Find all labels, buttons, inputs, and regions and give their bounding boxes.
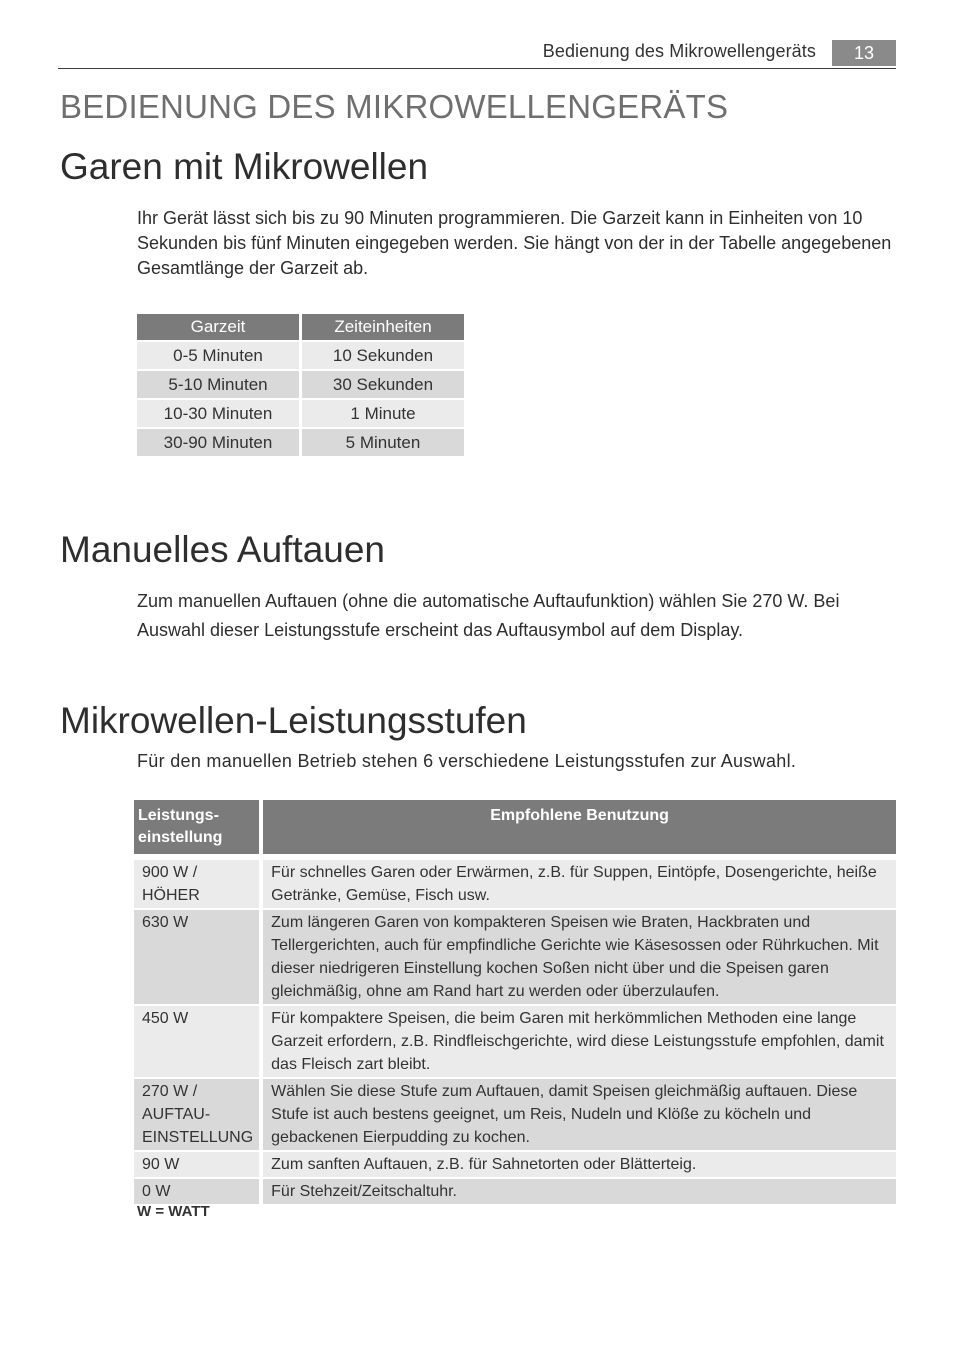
table-header: Garzeit (137, 314, 299, 340)
table-row (134, 910, 896, 1004)
section-title-garen: Garen mit Mikrowellen (60, 146, 429, 187)
section-title-auftauen: Manuelles Auftauen (60, 529, 386, 570)
usage-text: Zum längeren Garen von kompakteren Speisen wie Braten, Hackbraten und Tellergerichten, auch für empfindliche Gerichte wie Käsesossen oder Rührkuchen. Mit dieser niedrigeren Einstellung kochen Soßen nicht über und die Speisen garen gleichmäßig, ohne am Rand hart zu werden oder überzulaufen. (263, 910, 896, 1004)
table-row (134, 1179, 896, 1204)
usage-text: Wählen Sie diese Stufe zum Auftauen, damit Speisen gleichmäßig auftauen. Diese Stufe ist auch bestens geeignet, um Reis, Nudeln und Klöße zu köcheln und gebackenen Eierpudding zu kochen. (263, 1079, 896, 1150)
leistung-paragraph: Für den manuellen Betrieb stehen 6 verschiedene Leistungsstufen zur Auswahl. (137, 751, 797, 771)
power-level: 0 W (134, 1179, 263, 1204)
usage-text: Für kompaktere Speisen, die beim Garen mit herkömmlichen Methoden eine lange Garzeit erfordern, z.B. Rindfleischgerichte, wird diese Leistungsstufe empfohlen, damit das Fleisch zart bleibt. (263, 1006, 896, 1077)
power-level: 270 W / AUFTAU- EINSTELLUNG (134, 1079, 263, 1150)
garen-paragraph: Ihr Gerät lässt sich bis zu 90 Minuten programmieren. Die Garzeit kann in Einheiten von 10 Sekunden bis fünf Minuten eingegeben werden. Sie hängt von der in der Tabelle angegebenen Gesamtlänge der Garzeit ab. (137, 208, 892, 278)
table-row (137, 400, 464, 427)
garzeit-table (134, 312, 467, 458)
running-title: Bedienung des Mikrowellengeräts (542, 41, 816, 61)
table-row (137, 342, 464, 369)
table-cell: 30-90 Minuten (137, 429, 299, 456)
table-header: Leistungs- einstellung (134, 800, 263, 854)
auftauen-paragraph: Zum manuellen Auftauen (ohne die automatische Auftaufunktion) wählen Sie 270 W. Bei Auswahl dieser Leistungsstufe erscheint das Auftausymbol auf dem Display. (137, 591, 840, 640)
table-row (134, 860, 896, 908)
table-cell: 0-5 Minuten (137, 342, 299, 369)
footnote: W = WATT (137, 1203, 210, 1220)
leistungsstufen-table (134, 798, 896, 1206)
usage-text: Für Stehzeit/Zeitschaltuhr. (263, 1179, 896, 1204)
table-header: Empfohlene Benutzung (263, 800, 896, 854)
table-header: Zeiteinheiten (302, 314, 464, 340)
table-row (137, 429, 464, 456)
power-level: 450 W (134, 1006, 263, 1077)
section-title-leistung: Mikrowellen-Leistungsstufen (60, 700, 527, 741)
table-cell: 30 Sekunden (302, 371, 464, 398)
table-cell: 1 Minute (302, 400, 464, 427)
table-row (137, 371, 464, 398)
table-cell: 5-10 Minuten (137, 371, 299, 398)
usage-text: Zum sanften Auftauen, z.B. für Sahnetorten oder Blätterteig. (263, 1152, 896, 1177)
running-header (58, 38, 896, 69)
table-row (134, 1152, 896, 1177)
usage-text: Für schnelles Garen oder Erwärmen, z.B. für Suppen, Eintöpfe, Dosengerichte, heiße Getränke, Gemüse, Fisch usw. (263, 860, 896, 908)
power-level: 90 W (134, 1152, 263, 1177)
chapter-title: BEDIENUNG DES MIKROWELLENGERÄTS (60, 88, 729, 125)
table-row (134, 1006, 896, 1077)
power-level: 900 W / HÖHER (134, 860, 263, 908)
power-level: 630 W (134, 910, 263, 1004)
table-row (134, 1079, 896, 1150)
table-cell: 5 Minuten (302, 429, 464, 456)
table-cell: 10 Sekunden (302, 342, 464, 369)
page-number: 13 (832, 40, 896, 66)
table-cell: 10-30 Minuten (137, 400, 299, 427)
